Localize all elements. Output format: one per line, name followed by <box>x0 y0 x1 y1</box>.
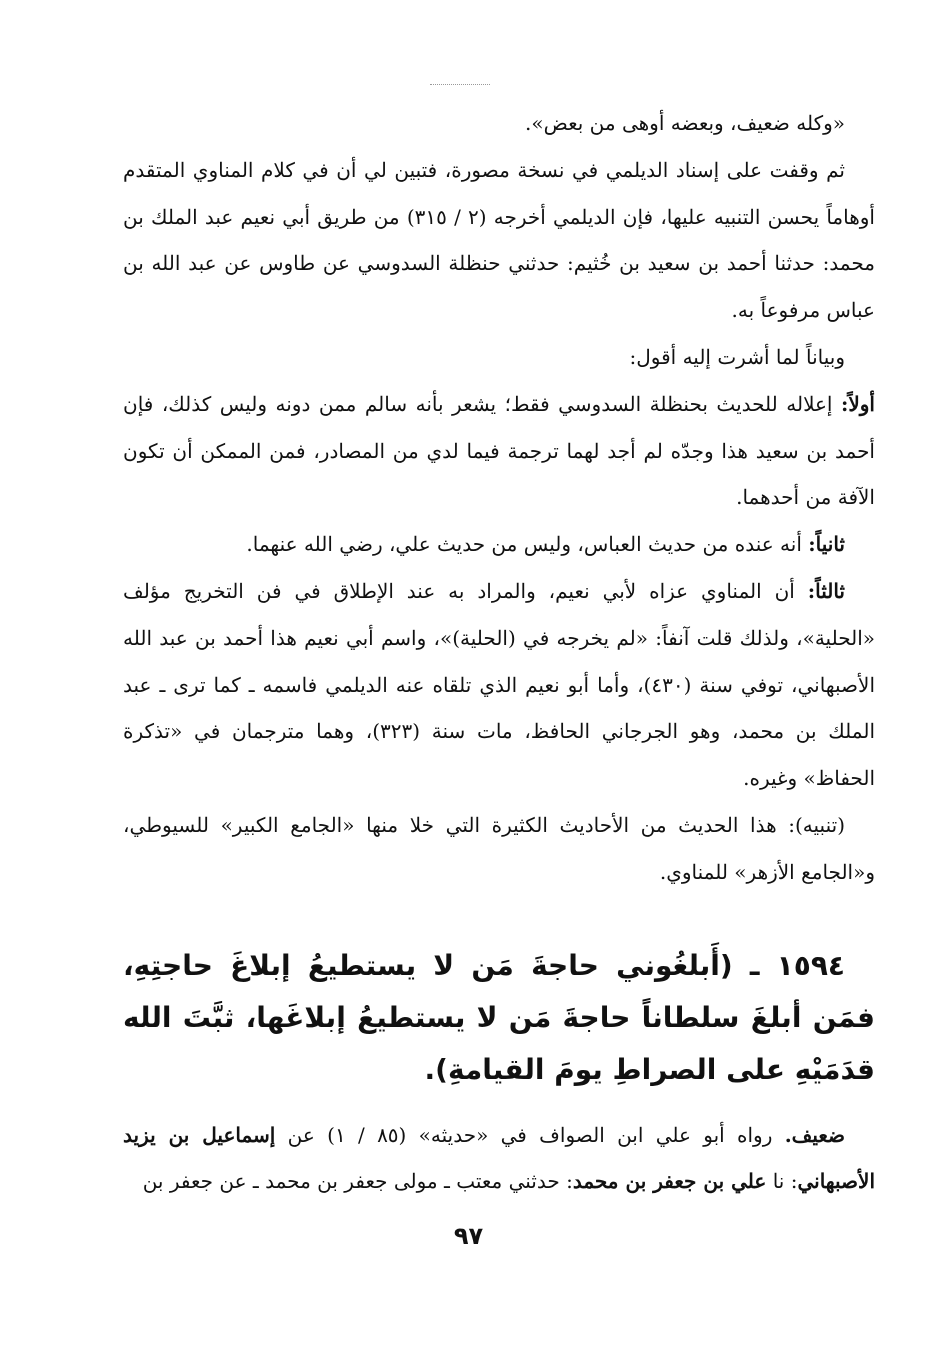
hadith-heading <box>123 940 875 1096</box>
grading-continuation: : حدثني معتب ـ مولى جعفر بن محمد ـ عن جعفر بن <box>142 1169 573 1193</box>
quote-paragraph: «وكله ضعيف، وبعضه أوهى من بعض». <box>525 111 845 135</box>
grading-connector: : نا <box>766 1169 798 1193</box>
grading-text <box>123 1112 875 1204</box>
point-one-text: إعلاله للحديث بحنظلة السدوسي فقط؛ يشعر بأنه سالم ممن دونه وليس كذلك، فإن أحمد بن سعيد هذا وجدّه لم أجد لهما ترجمة فيما لدي من المصادر، فمن الممكن أن تكون الآفة من أحدهما. <box>123 391 875 510</box>
hadith-text: ١٥٩٤ ـ (أَبلغُوني حاجةَ مَن لا يستطيعُ إبلاغَ حاجتِهِ، فمَن أبلغَ سلطاناً حاجةَ مَن لا يستطيعُ إبلاغَها، ثبَّتَ الله قدَمَيْهِ على الصراطِ يومَ القيامةِ). <box>123 949 875 1086</box>
top-rule <box>430 84 490 85</box>
point-two-label: ثانياً: <box>808 532 845 557</box>
grading-label: ضعيف. <box>784 1123 846 1147</box>
point-two-text: أنه عنده من حديث العباس، وليس من حديث علي، رضي الله عنهما. <box>246 532 809 557</box>
narrator-name-2: علي بن جعفر بن محمد <box>572 1169 767 1193</box>
point-one-label: أولاً: <box>840 391 875 416</box>
page-number: ٩٧ <box>453 1222 484 1250</box>
point-one-paragraph <box>123 381 875 521</box>
intro-paragraph: وبياناً لما أشرت إليه أقول: <box>629 344 845 369</box>
narrator-name: إسماعيل بن يزيد الأصبهاني <box>123 1123 875 1193</box>
grading-source: رواه أبو علي ابن الصواف في «حديثه» (٨٥ / ١) عن <box>275 1123 785 1147</box>
point-three-label: ثالثاً: <box>807 578 845 603</box>
point-two-paragraph <box>123 521 875 568</box>
note-paragraph: (تنبيه): هذا الحديث من الأحاديث الكثيرة التي خلا منها «الجامع الكبير» للسيوطي، و«الجامع الأزهر» للمناوي. <box>123 812 875 884</box>
grading-paragraph <box>123 1112 875 1204</box>
point-three-paragraph <box>123 568 875 802</box>
point-three-text: أن المناوي عزاه لأبي نعيم، والمراد به عند الإطلاق في فن التخريج مؤلف «الحلية»، ولذلك قلت آنفاً: «لم يخرجه في (الحلية)»، واسم أبي نعيم هذا أحمد بن عبد الله الأصبهاني، توفي سنة (٤٣٠)، وأما أبو نعيم الذي تلقاه عنه الديلمي فاسمه ـ كما ترى ـ عبد الملك بن محمد، وهو الجرجاني الحافظ، مات سنة (٣٢٣)، وهما مترجمان في «تذكرة الحفاظ» وغيره. <box>123 578 876 791</box>
isnad-paragraph: ثم وقفت على إسناد الديلمي في نسخة مصورة، فتبين لي أن في كلام المناوي المتقدم أوهاماً يحسن التنبيه عليها، فإن الديلمي أخرجه (٢ / ٣١٥) من طريق أبي نعيم عبد الملك بن محمد: حدثنا أحمد بن سعيد بن خُثيم: حدثني حنظلة السدوسي عن طاوس عن عبد الله بن عباس مرفوعاً به. <box>123 157 875 323</box>
commentary-text <box>123 100 875 896</box>
